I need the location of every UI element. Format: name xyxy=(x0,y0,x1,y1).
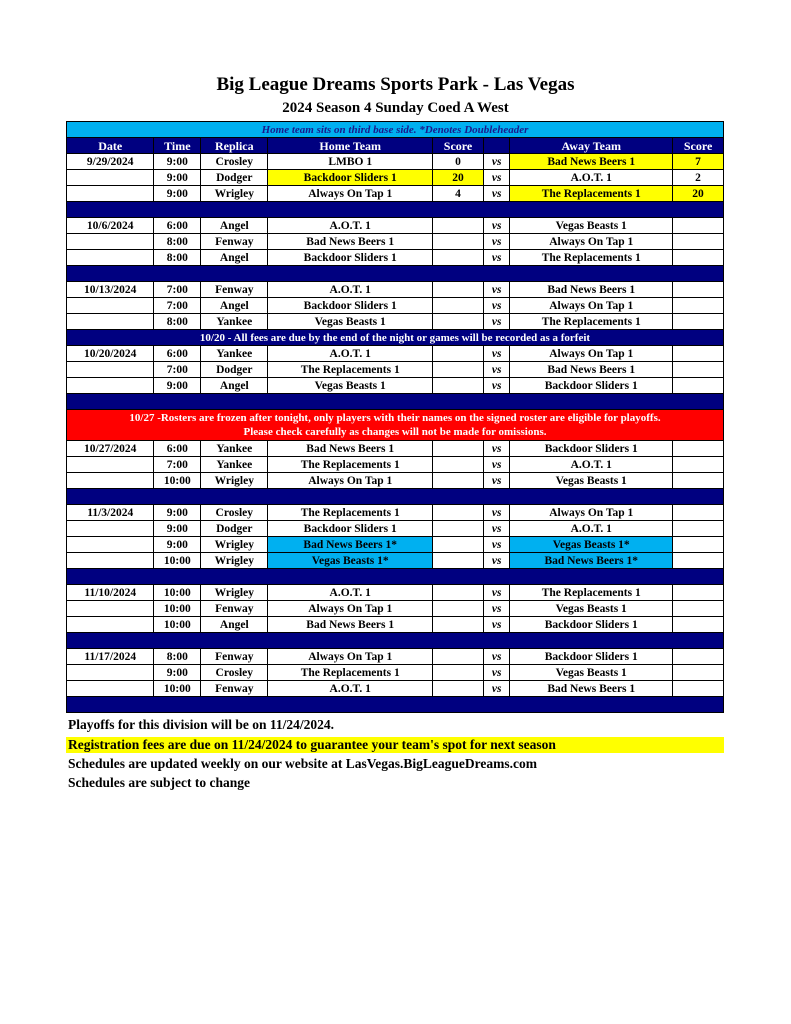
away-score-cell xyxy=(673,601,724,617)
time-cell: 10:00 xyxy=(154,617,201,633)
date-cell xyxy=(67,170,154,186)
vs-cell: vs xyxy=(483,346,509,362)
date-cell xyxy=(67,362,154,378)
home-score-cell: 4 xyxy=(433,186,484,202)
home-team-cell: Bad News Beers 1 xyxy=(268,617,433,633)
home-team-cell: Bad News Beers 1* xyxy=(268,537,433,553)
away-team-cell: Vegas Beasts 1 xyxy=(510,218,673,234)
separator-cell xyxy=(67,697,724,713)
roster-alert-line2: Please check carefully as changes will not be made for omissions. xyxy=(243,426,547,438)
separator-row xyxy=(67,266,724,282)
home-score-cell xyxy=(433,218,484,234)
table-row xyxy=(67,441,724,457)
home-score-cell xyxy=(433,585,484,601)
away-team-cell: Bad News Beers 1* xyxy=(510,553,673,569)
replica-cell: Angel xyxy=(201,617,268,633)
time-cell: 9:00 xyxy=(154,505,201,521)
time-cell: 9:00 xyxy=(154,521,201,537)
home-team-cell: Bad News Beers 1 xyxy=(268,441,433,457)
header-away-team: Away Team xyxy=(510,138,673,154)
table-row xyxy=(67,537,724,553)
vs-cell: vs xyxy=(483,681,509,697)
away-team-cell: Vegas Beasts 1 xyxy=(510,665,673,681)
date-cell xyxy=(67,314,154,330)
home-score-cell: 0 xyxy=(433,154,484,170)
away-team-cell: Bad News Beers 1 xyxy=(510,282,673,298)
table-row xyxy=(67,665,724,681)
away-team-cell: Vegas Beasts 1* xyxy=(510,537,673,553)
vs-cell: vs xyxy=(483,170,509,186)
vs-cell: vs xyxy=(483,585,509,601)
date-cell xyxy=(67,250,154,266)
time-cell: 9:00 xyxy=(154,186,201,202)
replica-cell: Wrigley xyxy=(201,473,268,489)
away-score-cell: 2 xyxy=(673,170,724,186)
header-away-score: Score xyxy=(673,138,724,154)
away-team-cell: The Replacements 1 xyxy=(510,186,673,202)
home-team-cell: A.O.T. 1 xyxy=(268,282,433,298)
vs-cell: vs xyxy=(483,250,509,266)
away-score-cell: 20 xyxy=(673,186,724,202)
home-score-cell xyxy=(433,298,484,314)
time-cell: 8:00 xyxy=(154,649,201,665)
home-team-cell: Backdoor Sliders 1 xyxy=(268,298,433,314)
away-score-cell xyxy=(673,553,724,569)
away-score-cell xyxy=(673,473,724,489)
separator-cell xyxy=(67,633,724,649)
date-cell: 10/13/2024 xyxy=(67,282,154,298)
replica-cell: Dodger xyxy=(201,521,268,537)
vs-cell: vs xyxy=(483,186,509,202)
home-score-cell xyxy=(433,362,484,378)
away-team-cell: A.O.T. 1 xyxy=(510,457,673,473)
date-cell xyxy=(67,601,154,617)
date-cell xyxy=(67,234,154,250)
home-score-cell xyxy=(433,601,484,617)
home-score-cell xyxy=(433,521,484,537)
replica-cell: Angel xyxy=(201,298,268,314)
table-row xyxy=(67,585,724,601)
home-team-cell: A.O.T. 1 xyxy=(268,585,433,601)
vs-cell: vs xyxy=(483,505,509,521)
date-cell xyxy=(67,186,154,202)
replica-cell: Yankee xyxy=(201,346,268,362)
away-score-cell xyxy=(673,378,724,394)
date-cell xyxy=(67,521,154,537)
separator-cell xyxy=(67,266,724,282)
replica-cell: Angel xyxy=(201,218,268,234)
home-team-cell: A.O.T. 1 xyxy=(268,346,433,362)
page-subtitle: 2024 Season 4 Sunday Coed A West xyxy=(282,100,509,116)
away-score-cell xyxy=(673,521,724,537)
vs-cell: vs xyxy=(483,457,509,473)
time-cell: 10:00 xyxy=(154,553,201,569)
home-score-cell xyxy=(433,681,484,697)
replica-cell: Wrigley xyxy=(201,585,268,601)
away-score-cell xyxy=(673,681,724,697)
time-cell: 10:00 xyxy=(154,473,201,489)
replica-cell: Wrigley xyxy=(201,537,268,553)
away-team-cell: Bad News Beers 1 xyxy=(510,154,673,170)
roster-alert-line1: 10/27 -Rosters are frozen after tonight, only players with their names on the signed roster are eligible for playoffs. xyxy=(129,412,661,424)
home-score-cell xyxy=(433,617,484,633)
table-row xyxy=(67,282,724,298)
replica-cell: Fenway xyxy=(201,649,268,665)
separator-cell xyxy=(67,394,724,410)
away-team-cell: Always On Tap 1 xyxy=(510,234,673,250)
away-score-cell xyxy=(673,314,724,330)
vs-cell: vs xyxy=(483,521,509,537)
home-team-cell: The Replacements 1 xyxy=(268,457,433,473)
home-score-cell xyxy=(433,250,484,266)
replica-cell: Dodger xyxy=(201,170,268,186)
table-row xyxy=(67,553,724,569)
replica-cell: Crosley xyxy=(201,154,268,170)
home-team-cell: Backdoor Sliders 1 xyxy=(268,170,433,186)
replica-cell: Yankee xyxy=(201,441,268,457)
vs-cell: vs xyxy=(483,298,509,314)
table-row xyxy=(67,170,724,186)
home-team-cell: Bad News Beers 1 xyxy=(268,234,433,250)
home-score-cell xyxy=(433,314,484,330)
away-score-cell xyxy=(673,250,724,266)
home-score-cell xyxy=(433,282,484,298)
home-score-cell xyxy=(433,473,484,489)
home-score-cell xyxy=(433,346,484,362)
header-vs xyxy=(483,138,509,154)
vs-cell: vs xyxy=(483,362,509,378)
away-team-cell: A.O.T. 1 xyxy=(510,170,673,186)
table-row xyxy=(67,505,724,521)
vs-cell: vs xyxy=(483,649,509,665)
header-time: Time xyxy=(154,138,201,154)
time-cell: 9:00 xyxy=(154,665,201,681)
home-team-cell: The Replacements 1 xyxy=(268,665,433,681)
separator-cell xyxy=(67,489,724,505)
date-cell xyxy=(67,553,154,569)
date-cell: 11/17/2024 xyxy=(67,649,154,665)
table-row xyxy=(67,250,724,266)
away-score-cell xyxy=(673,298,724,314)
away-team-cell: The Replacements 1 xyxy=(510,585,673,601)
vs-cell: vs xyxy=(483,553,509,569)
table-row xyxy=(67,186,724,202)
schedule-table xyxy=(66,121,724,713)
roster-alert xyxy=(67,410,724,441)
table-row xyxy=(67,154,724,170)
separator-row xyxy=(67,569,724,585)
vs-cell: vs xyxy=(483,537,509,553)
date-cell: 9/29/2024 xyxy=(67,154,154,170)
time-cell: 7:00 xyxy=(154,457,201,473)
home-team-cell: Vegas Beasts 1* xyxy=(268,553,433,569)
vs-cell: vs xyxy=(483,234,509,250)
date-cell xyxy=(67,298,154,314)
time-cell: 8:00 xyxy=(154,250,201,266)
away-score-cell xyxy=(673,585,724,601)
home-team-cell: The Replacements 1 xyxy=(268,505,433,521)
time-cell: 10:00 xyxy=(154,585,201,601)
replica-cell: Wrigley xyxy=(201,553,268,569)
away-team-cell: Backdoor Sliders 1 xyxy=(510,649,673,665)
date-cell xyxy=(67,537,154,553)
away-team-cell: The Replacements 1 xyxy=(510,250,673,266)
table-row xyxy=(67,298,724,314)
date-cell xyxy=(67,665,154,681)
separator-cell xyxy=(67,569,724,585)
date-cell: 11/10/2024 xyxy=(67,585,154,601)
away-score-cell xyxy=(673,234,724,250)
home-team-cell: The Replacements 1 xyxy=(268,362,433,378)
home-team-cell: Always On Tap 1 xyxy=(268,601,433,617)
separator-row xyxy=(67,202,724,218)
note-row xyxy=(67,122,724,138)
vs-cell: vs xyxy=(483,441,509,457)
header-home-score: Score xyxy=(433,138,484,154)
away-team-cell: Bad News Beers 1 xyxy=(510,362,673,378)
table-row xyxy=(67,378,724,394)
table-row xyxy=(67,234,724,250)
time-cell: 9:00 xyxy=(154,537,201,553)
vs-cell: vs xyxy=(483,617,509,633)
away-team-cell: Always On Tap 1 xyxy=(510,505,673,521)
home-score-cell xyxy=(433,665,484,681)
away-score-cell xyxy=(673,346,724,362)
away-team-cell: Vegas Beasts 1 xyxy=(510,601,673,617)
time-cell: 6:00 xyxy=(154,346,201,362)
away-team-cell: Always On Tap 1 xyxy=(510,298,673,314)
date-cell: 10/27/2024 xyxy=(67,441,154,457)
home-team-cell: Always On Tap 1 xyxy=(268,186,433,202)
away-score-cell xyxy=(673,617,724,633)
time-cell: 8:00 xyxy=(154,314,201,330)
replica-cell: Dodger xyxy=(201,362,268,378)
home-team-cell: Backdoor Sliders 1 xyxy=(268,521,433,537)
table-row xyxy=(67,521,724,537)
time-cell: 8:00 xyxy=(154,234,201,250)
header-row xyxy=(67,138,724,154)
table-row xyxy=(67,601,724,617)
header-date: Date xyxy=(67,138,154,154)
away-team-cell: Bad News Beers 1 xyxy=(510,681,673,697)
vs-cell: vs xyxy=(483,218,509,234)
time-cell: 10:00 xyxy=(154,681,201,697)
replica-cell: Yankee xyxy=(201,314,268,330)
separator-row xyxy=(67,394,724,410)
away-team-cell: Backdoor Sliders 1 xyxy=(510,378,673,394)
home-team-cell: A.O.T. 1 xyxy=(268,218,433,234)
footer-playoffs: Playoffs for this division will be on 11/24/2024. xyxy=(68,717,335,732)
vs-cell: vs xyxy=(483,473,509,489)
time-cell: 7:00 xyxy=(154,282,201,298)
vs-cell: vs xyxy=(483,665,509,681)
away-score-cell: 7 xyxy=(673,154,724,170)
date-cell xyxy=(67,681,154,697)
home-score-cell xyxy=(433,378,484,394)
home-team-cell: Backdoor Sliders 1 xyxy=(268,250,433,266)
roster-alert-row xyxy=(67,410,724,441)
header-replica: Replica xyxy=(201,138,268,154)
date-cell xyxy=(67,473,154,489)
note-text: Home team sits on third base side. *Denotes Doubleheader xyxy=(67,122,724,138)
away-team-cell: The Replacements 1 xyxy=(510,314,673,330)
time-cell: 9:00 xyxy=(154,154,201,170)
date-cell xyxy=(67,617,154,633)
home-score-cell xyxy=(433,649,484,665)
away-score-cell xyxy=(673,665,724,681)
replica-cell: Fenway xyxy=(201,234,268,250)
table-row xyxy=(67,457,724,473)
footer-disclaimer: Schedules are subject to change xyxy=(68,775,250,790)
footer-website: Schedules are updated weekly on our website at LasVegas.BigLeagueDreams.com xyxy=(68,756,538,771)
replica-cell: Angel xyxy=(201,378,268,394)
replica-cell: Fenway xyxy=(201,282,268,298)
home-score-cell: 20 xyxy=(433,170,484,186)
away-score-cell xyxy=(673,537,724,553)
away-team-cell: Backdoor Sliders 1 xyxy=(510,441,673,457)
home-score-cell xyxy=(433,441,484,457)
date-cell: 10/6/2024 xyxy=(67,218,154,234)
away-team-cell: Vegas Beasts 1 xyxy=(510,473,673,489)
time-cell: 6:00 xyxy=(154,441,201,457)
table-row xyxy=(67,218,724,234)
away-score-cell xyxy=(673,362,724,378)
notice-text: 10/20 - All fees are due by the end of the night or games will be recorded as a forfeit xyxy=(67,330,724,346)
notice-row xyxy=(67,330,724,346)
home-team-cell: Always On Tap 1 xyxy=(268,473,433,489)
table-row xyxy=(67,346,724,362)
away-score-cell xyxy=(673,649,724,665)
vs-cell: vs xyxy=(483,601,509,617)
page-title: Big League Dreams Sports Park - Las Vegas xyxy=(216,74,575,95)
time-cell: 10:00 xyxy=(154,601,201,617)
time-cell: 9:00 xyxy=(154,378,201,394)
replica-cell: Crosley xyxy=(201,505,268,521)
replica-cell: Wrigley xyxy=(201,186,268,202)
home-team-cell: LMBO 1 xyxy=(268,154,433,170)
vs-cell: vs xyxy=(483,154,509,170)
table-row xyxy=(67,649,724,665)
separator-cell xyxy=(67,202,724,218)
away-score-cell xyxy=(673,505,724,521)
separator-row xyxy=(67,489,724,505)
replica-cell: Fenway xyxy=(201,681,268,697)
date-cell: 11/3/2024 xyxy=(67,505,154,521)
away-team-cell: Always On Tap 1 xyxy=(510,346,673,362)
home-team-cell: A.O.T. 1 xyxy=(268,681,433,697)
away-score-cell xyxy=(673,282,724,298)
date-cell: 10/20/2024 xyxy=(67,346,154,362)
time-cell: 6:00 xyxy=(154,218,201,234)
time-cell: 9:00 xyxy=(154,170,201,186)
replica-cell: Angel xyxy=(201,250,268,266)
away-team-cell: Backdoor Sliders 1 xyxy=(510,617,673,633)
table-row xyxy=(67,617,724,633)
replica-cell: Yankee xyxy=(201,457,268,473)
separator-row xyxy=(67,697,724,713)
vs-cell: vs xyxy=(483,314,509,330)
header-home-team: Home Team xyxy=(268,138,433,154)
vs-cell: vs xyxy=(483,378,509,394)
away-score-cell xyxy=(673,218,724,234)
time-cell: 7:00 xyxy=(154,362,201,378)
home-score-cell xyxy=(433,505,484,521)
separator-row xyxy=(67,633,724,649)
table-row xyxy=(67,473,724,489)
home-score-cell xyxy=(433,553,484,569)
time-cell: 7:00 xyxy=(154,298,201,314)
date-cell xyxy=(67,457,154,473)
home-team-cell: Vegas Beasts 1 xyxy=(268,314,433,330)
vs-cell: vs xyxy=(483,282,509,298)
replica-cell: Fenway xyxy=(201,601,268,617)
table-row xyxy=(67,314,724,330)
home-score-cell xyxy=(433,537,484,553)
away-score-cell xyxy=(673,457,724,473)
home-team-cell: Vegas Beasts 1 xyxy=(268,378,433,394)
home-score-cell xyxy=(433,457,484,473)
table-row xyxy=(67,681,724,697)
date-cell xyxy=(67,378,154,394)
away-score-cell xyxy=(673,441,724,457)
home-score-cell xyxy=(433,234,484,250)
footer-registration: Registration fees are due on 11/24/2024 to guarantee your team's spot for next season xyxy=(66,737,724,753)
table-row xyxy=(67,362,724,378)
away-team-cell: A.O.T. 1 xyxy=(510,521,673,537)
home-team-cell: Always On Tap 1 xyxy=(268,649,433,665)
replica-cell: Crosley xyxy=(201,665,268,681)
